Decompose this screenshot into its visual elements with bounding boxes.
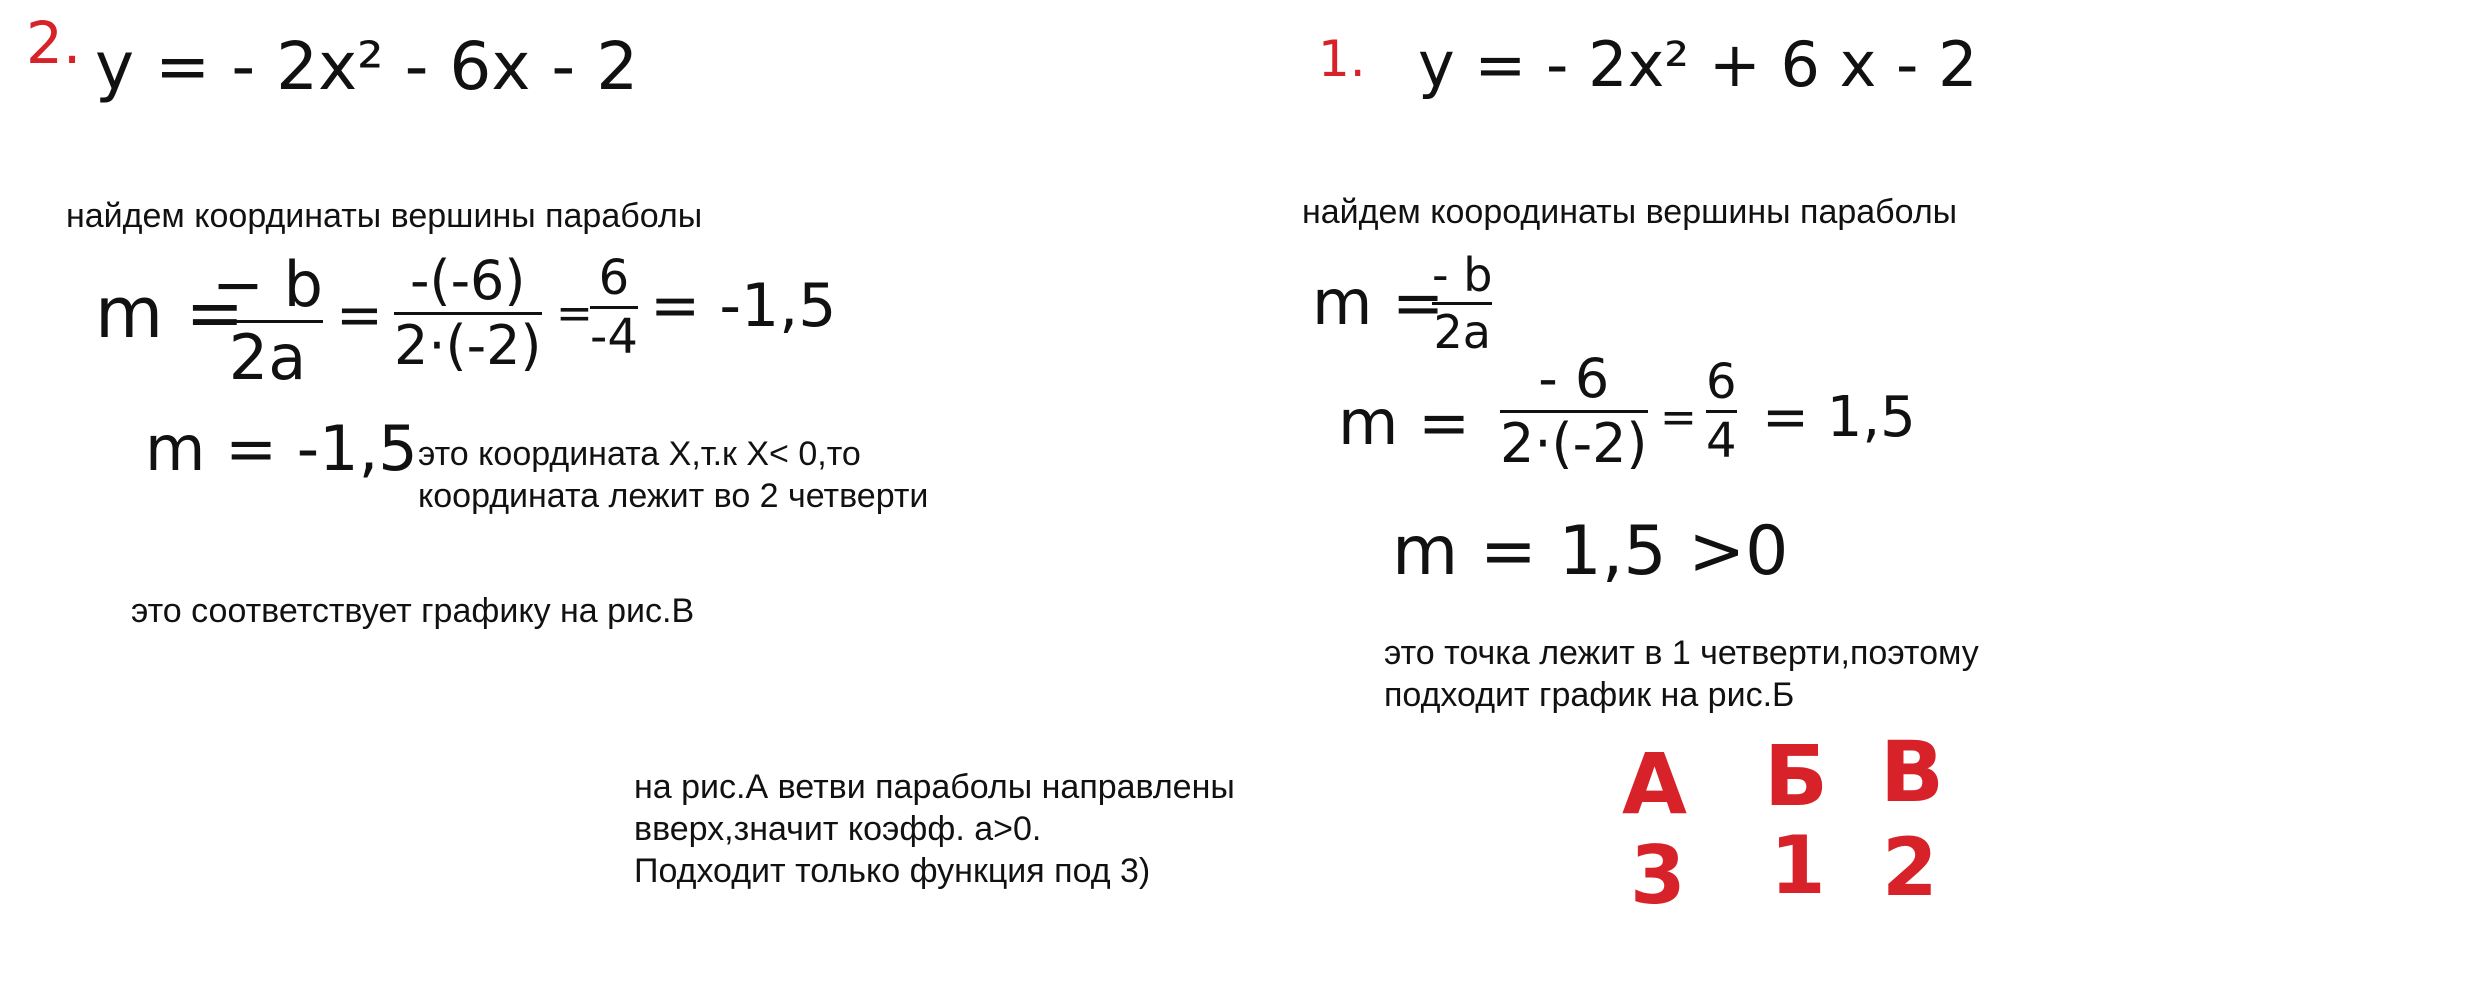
m-value-2: m = -1,5 <box>145 412 418 485</box>
equals-sign: = <box>556 288 593 339</box>
fraction-6-over-4 <box>1706 354 1737 469</box>
point-note-line2: подходит график на рис.Б <box>1384 676 1795 714</box>
answer-letter-a: А <box>1622 735 1688 833</box>
fraction-numerator: - 6 <box>1538 347 1610 410</box>
answer-letter-v: В <box>1880 723 1945 821</box>
problem-number-1: 1. <box>1318 30 1366 88</box>
fraction-numerator: − b <box>212 248 324 321</box>
fraction-neg6-over-2x-2 <box>394 249 542 377</box>
bottom-note-line2: вверх,значит коэфф. а>0. <box>634 810 1042 848</box>
fraction-result-2: = -1,5 <box>650 271 837 341</box>
answer-number-v: 2 <box>1882 821 1938 914</box>
fraction-numerator: 6 <box>1706 354 1737 410</box>
fraction-denominator: 2a <box>1433 305 1491 359</box>
m-value-1: m = 1,5 >0 <box>1392 512 1789 591</box>
fraction-result-1: = 1,5 <box>1762 385 1916 450</box>
problem-number-2: 2. <box>26 9 82 77</box>
point-note-line1: это точка лежит в 1 четверти,поэтому <box>1384 634 1979 672</box>
answer-number-a: 3 <box>1630 829 1686 922</box>
fraction-numerator: - b <box>1432 248 1493 302</box>
equals-sign: = <box>336 283 383 348</box>
fraction-neg6-over-2x-1 <box>1500 347 1648 475</box>
bottom-note-line1: на рис.А ветви параболы направлены <box>634 768 1235 806</box>
vertex-heading-2: найдем координаты вершины параболы <box>66 197 703 235</box>
fraction-b-over-2a-2 <box>212 248 324 394</box>
equation-1: y = - 2x² + 6 x - 2 <box>1418 28 1978 101</box>
m-label-1: m = <box>1312 266 1445 339</box>
bottom-note-line3: Подходит только функция под 3) <box>634 852 1151 890</box>
equals-sign: = <box>1660 392 1697 443</box>
fraction-b-over-2a-1 <box>1432 248 1493 359</box>
fraction-denominator: 2a <box>228 321 307 394</box>
fraction-denominator: 4 <box>1706 413 1737 469</box>
match-text-2: это соответствует графику на рис.В <box>131 592 695 630</box>
fraction-numerator: -(-6) <box>410 249 526 312</box>
m-label-2: m = <box>95 272 245 354</box>
fraction-denominator: 2·(-2) <box>1500 412 1648 475</box>
m-label-1b: m = <box>1338 386 1471 459</box>
fraction-numerator: 6 <box>598 250 630 306</box>
coord-note-line1: это координата X,т.к X< 0,то <box>418 435 861 473</box>
fraction-6-over-neg4 <box>590 250 638 365</box>
fraction-denominator: -4 <box>590 309 638 365</box>
equation-2: y = - 2x² - 6x - 2 <box>95 28 639 105</box>
vertex-heading-1: найдем коородинаты вершины параболы <box>1302 193 1958 231</box>
answer-number-b: 1 <box>1770 819 1826 912</box>
fraction-denominator: 2·(-2) <box>394 314 542 377</box>
coord-note-line2: координата лежит во 2 четверти <box>418 477 929 515</box>
answer-letter-b: Б <box>1764 727 1829 825</box>
